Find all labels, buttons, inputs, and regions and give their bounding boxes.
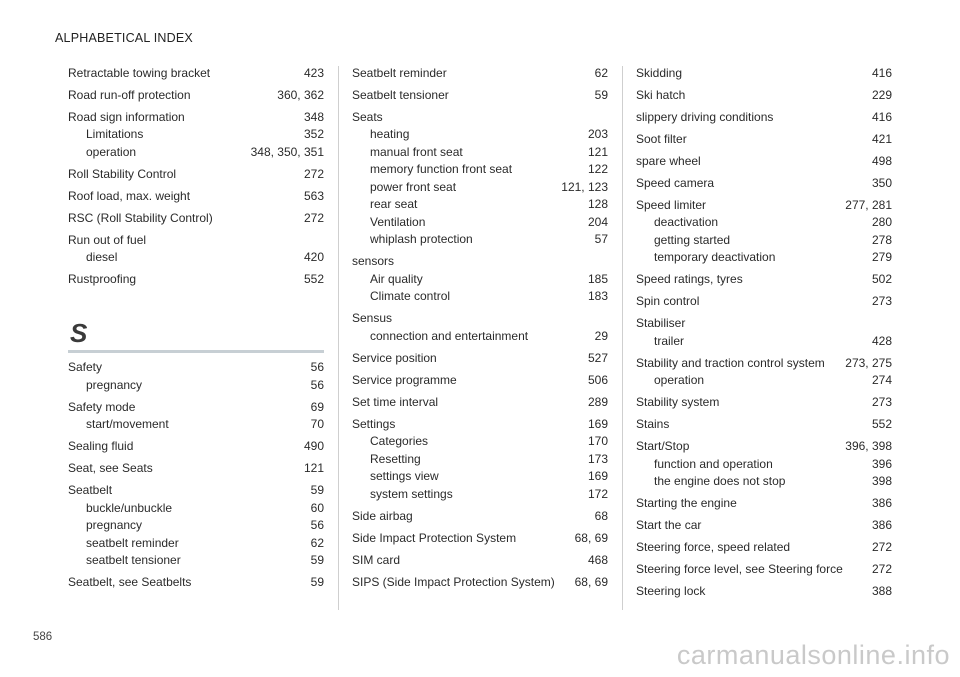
index-entry-row <box>68 60 324 82</box>
index-subentry-label: settings view <box>370 469 439 483</box>
index-subentry-row <box>68 416 324 434</box>
index-subentry-row <box>68 535 324 553</box>
index-entry-label: Stabiliser <box>636 316 686 330</box>
index-entry <box>352 82 608 104</box>
index-entry <box>352 569 608 591</box>
index-entry <box>68 355 324 395</box>
index-entry-row <box>636 535 892 557</box>
index-subentry-label: Air quality <box>370 271 423 286</box>
index-entry-row <box>352 547 608 569</box>
index-entry-label: sensors <box>352 254 395 268</box>
section-letter-s: S <box>70 317 88 348</box>
index-entry-pages: 272 <box>871 540 892 554</box>
index-entry-label: Side airbag <box>352 508 413 523</box>
index-entry <box>636 126 892 148</box>
index-entry <box>68 104 324 161</box>
index-entry-pages: 272 <box>871 562 892 576</box>
index-entry <box>636 267 892 289</box>
index-entry <box>352 547 608 569</box>
index-subentry-pages: 274 <box>871 373 892 387</box>
index-entry-label: Seatbelt tensioner <box>352 87 449 102</box>
index-entry-pages: 348 <box>303 109 324 124</box>
index-entry-pages: 68 <box>594 508 608 523</box>
index-entry <box>636 350 892 390</box>
index-entry-pages: 421 <box>871 131 892 146</box>
index-entry <box>636 390 892 412</box>
index-entry-row <box>68 82 324 104</box>
index-subentry-row <box>352 288 608 306</box>
index-subentry-row <box>636 456 892 474</box>
index-entry-pages: 273 <box>871 395 892 409</box>
index-entry <box>68 227 324 267</box>
index-entry-label: Seats <box>352 109 383 124</box>
index-subentry-label: diesel <box>86 250 118 264</box>
index-entry-pages: 272 <box>303 166 324 181</box>
index-entry-label: Run out of fuel <box>68 232 147 247</box>
index-entry-label: Stability system <box>636 395 720 409</box>
index-subentry-row <box>352 328 608 346</box>
index-entry-row <box>68 570 324 592</box>
index-subentry-pages: 185 <box>587 271 608 286</box>
index-entry-label: Steering lock <box>636 584 706 598</box>
index-subentry-pages: 59 <box>310 553 324 567</box>
index-entry-row <box>352 306 608 328</box>
index-entry-label: Stains <box>636 417 670 431</box>
index-subentry-pages: 352 <box>303 127 324 141</box>
index-subentry-pages: 428 <box>871 333 892 348</box>
index-subentry-label: pregnancy <box>86 377 143 392</box>
index-entry-pages: 121 <box>303 461 324 475</box>
index-subentry-row <box>68 377 324 395</box>
index-subentry-label: trailer <box>654 333 685 348</box>
index-column-3 <box>636 60 892 601</box>
index-entry-label: Safety mode <box>68 399 136 414</box>
index-entry-pages: 388 <box>871 584 892 598</box>
index-entry-label: Service programme <box>352 372 457 387</box>
index-entry <box>636 434 892 491</box>
index-entry-label: Steering force level, see Steering force <box>636 562 843 576</box>
index-entry-label: RSC (Roll Stability Control) <box>68 210 213 225</box>
index-subentry-label: manual front seat <box>370 144 463 159</box>
index-entry-pages: 59 <box>594 87 608 102</box>
index-column-2 <box>352 60 608 591</box>
index-entry-label: Seatbelt, see Seatbelts <box>68 575 192 589</box>
index-subentry-pages: 121, 123 <box>561 179 608 194</box>
index-entry <box>352 104 608 249</box>
index-subentry-row <box>636 214 892 232</box>
index-entry-label: Set time interval <box>352 394 439 409</box>
index-subentry-label: memory function front seat <box>370 162 513 176</box>
index-entry-row <box>352 82 608 104</box>
index-entry-pages: 350 <box>871 175 892 190</box>
watermark: carmanualsonline.info <box>676 640 950 670</box>
index-subentry-row <box>68 126 324 144</box>
index-entry-pages: 552 <box>303 272 324 286</box>
index-subentry-pages: 169 <box>587 469 608 483</box>
index-entry-pages: 490 <box>303 439 324 453</box>
index-entry-label: Starting the engine <box>636 496 737 510</box>
index-subentry-row <box>352 451 608 469</box>
index-entry-row <box>636 192 892 214</box>
index-subentry-row <box>636 333 892 351</box>
index-subentry-row <box>636 473 892 491</box>
index-entry-row <box>636 412 892 434</box>
index-entry-label: Stability and traction control system <box>636 355 825 370</box>
index-entry <box>352 345 608 367</box>
index-entry-pages: 386 <box>871 496 892 510</box>
index-subentry-label: Resetting <box>370 451 421 466</box>
index-entry <box>352 503 608 525</box>
index-subentry-label: heating <box>370 127 410 141</box>
index-entry-pages: 229 <box>871 87 892 102</box>
index-entry-pages: 498 <box>871 153 892 168</box>
index-subentry-pages: 57 <box>594 232 608 246</box>
index-subentry-row <box>352 196 608 214</box>
index-entry-row <box>636 148 892 170</box>
index-entry-row <box>68 205 324 227</box>
index-entry-pages: 289 <box>587 394 608 409</box>
index-subentry-row <box>68 144 324 162</box>
index-entries-r <box>68 60 324 289</box>
index-entry-label: SIM card <box>352 552 401 567</box>
index-subentry-pages: 29 <box>594 328 608 343</box>
section-divider <box>68 350 324 353</box>
index-entry-pages: 56 <box>310 360 324 374</box>
index-subentry-label: getting started <box>654 232 731 247</box>
index-entry-row <box>352 525 608 547</box>
index-subentry-row <box>352 231 608 249</box>
index-entry-row <box>636 60 892 82</box>
index-entry-row <box>636 311 892 333</box>
index-subentry-label: Limitations <box>86 127 144 141</box>
index-subentry-row <box>636 232 892 250</box>
index-entry-pages: 423 <box>303 65 324 80</box>
index-entry-row <box>352 345 608 367</box>
index-entry-row <box>68 434 324 456</box>
index-entry-label: Road run-off protection <box>68 87 191 102</box>
index-entry <box>68 60 324 82</box>
index-subentry-label: start/movement <box>86 417 169 431</box>
index-entry-pages: 416 <box>871 65 892 80</box>
index-subentry-row <box>352 126 608 144</box>
index-subentry-label: buckle/unbuckle <box>86 500 173 515</box>
index-entry <box>68 267 324 289</box>
index-entry-pages: 416 <box>871 109 892 124</box>
index-entry-pages: 527 <box>587 350 608 365</box>
index-subentry-row <box>352 144 608 162</box>
index-subentry-pages: 348, 350, 351 <box>250 144 324 159</box>
index-entry <box>636 311 892 351</box>
index-entry-row <box>636 267 892 289</box>
index-subentry-pages: 396 <box>871 456 892 471</box>
page-number: 586 <box>33 631 53 643</box>
index-entry-label: Retractable towing bracket <box>68 65 211 80</box>
index-entry <box>636 557 892 579</box>
index-entry <box>68 82 324 104</box>
index-entry-label: Skidding <box>636 65 683 80</box>
index-entry-pages: 277, 281 <box>845 197 892 212</box>
index-subentry-pages: 56 <box>310 518 324 532</box>
index-subentry-label: Categories <box>370 434 429 448</box>
index-subentry-row <box>352 214 608 232</box>
index-subentry-label: Ventilation <box>370 214 426 229</box>
index-subentry-row <box>352 271 608 289</box>
index-subentry-row <box>68 249 324 267</box>
index-entry-label: Seatbelt reminder <box>352 65 447 80</box>
index-entry <box>68 394 324 434</box>
index-entry <box>352 60 608 82</box>
index-entry-row <box>68 456 324 478</box>
index-subentry-pages: 279 <box>871 250 892 264</box>
index-entry-row <box>352 503 608 525</box>
index-entry-row <box>636 579 892 601</box>
index-entry-row <box>68 183 324 205</box>
index-subentry-row <box>352 161 608 179</box>
index-entry <box>68 161 324 183</box>
index-entry <box>636 148 892 170</box>
index-entry-label: Seat, see Seats <box>68 461 153 475</box>
index-subentry-pages: 62 <box>310 535 324 550</box>
index-subentry-pages: 280 <box>871 215 892 229</box>
index-entry <box>636 513 892 535</box>
index-entry-label: Start/Stop <box>636 439 690 453</box>
index-subentry-label: rear seat <box>370 197 418 211</box>
index-subentry-label: connection and entertainment <box>370 328 529 343</box>
index-subentry-row <box>352 179 608 197</box>
index-entry-label: Speed ratings, tyres <box>636 272 743 286</box>
index-entry <box>68 456 324 478</box>
index-subentry-label: power front seat <box>370 179 457 194</box>
index-entry-row <box>636 104 892 126</box>
index-entry-pages: 68, 69 <box>574 530 608 545</box>
index-entry-pages: 386 <box>871 518 892 532</box>
index-entry <box>636 491 892 513</box>
index-entry <box>636 535 892 557</box>
index-entry-row <box>636 350 892 372</box>
index-subentry-row <box>636 372 892 390</box>
index-entry-pages: 506 <box>587 372 608 387</box>
index-subentry-label: operation <box>86 144 137 159</box>
index-subentry-row <box>352 433 608 451</box>
index-entry-row <box>352 569 608 591</box>
index-subentry-row <box>352 486 608 504</box>
index-entry <box>352 411 608 503</box>
index-entry-row <box>636 491 892 513</box>
index-entry <box>68 478 324 570</box>
index-entry-label: slippery driving conditions <box>636 109 774 124</box>
index-subentry-row <box>68 500 324 518</box>
index-entry-row <box>68 394 324 416</box>
index-subentry-pages: 203 <box>587 127 608 141</box>
index-entry-pages: 273 <box>871 294 892 308</box>
index-entry-row <box>352 60 608 82</box>
index-entry <box>636 82 892 104</box>
index-entry-row <box>636 170 892 192</box>
index-entry-row <box>636 82 892 104</box>
index-entry-label: Speed limiter <box>636 197 707 212</box>
index-entry <box>68 205 324 227</box>
index-entry-label: Road sign information <box>68 109 185 124</box>
index-entry-row <box>68 227 324 249</box>
index-subentry-pages: 70 <box>310 417 324 431</box>
index-entry-row <box>352 367 608 389</box>
index-subentry-label: the engine does not stop <box>654 474 786 488</box>
index-entry <box>636 60 892 82</box>
index-entry-row <box>68 478 324 500</box>
index-entry <box>636 289 892 311</box>
index-entry-label: SIPS (Side Impact Protection System) <box>352 574 555 589</box>
index-entry-label: Soot filter <box>636 131 687 146</box>
column-divider <box>622 66 623 610</box>
index-entry-pages: 272 <box>303 210 324 225</box>
index-entry-pages: 552 <box>871 417 892 431</box>
index-entry-label: Sealing fluid <box>68 439 134 453</box>
index-entry-row <box>352 249 608 271</box>
index-subentry-label: whiplash protection <box>370 232 473 246</box>
index-entry-row <box>636 126 892 148</box>
index-entry-label: spare wheel <box>636 153 701 168</box>
index-subentry-label: deactivation <box>654 215 719 229</box>
index-entry-pages: 69 <box>310 399 324 414</box>
index-subentry-pages: 60 <box>310 500 324 515</box>
index-entry-row <box>68 267 324 289</box>
index-entry-label: Roll Stability Control <box>68 166 177 181</box>
index-entry <box>68 570 324 592</box>
index-subentry-pages: 398 <box>871 474 892 488</box>
index-entry-label: Roof load, max. weight <box>68 188 191 203</box>
index-entry-row <box>352 411 608 433</box>
index-entry <box>68 183 324 205</box>
index-entry-row <box>68 161 324 183</box>
index-entry <box>636 104 892 126</box>
index-entry-label: Steering force, speed related <box>636 540 791 554</box>
index-entry-row <box>68 355 324 377</box>
index-subentry-pages: 420 <box>303 250 324 264</box>
index-entry-pages: 468 <box>587 552 608 567</box>
index-subentry-row <box>352 468 608 486</box>
index-entry <box>352 367 608 389</box>
index-subentry-label: seatbelt tensioner <box>86 553 181 567</box>
index-entry <box>636 579 892 601</box>
index-subentry-label: seatbelt reminder <box>86 535 179 550</box>
column-divider <box>338 66 339 610</box>
index-subentry-pages: 170 <box>587 434 608 448</box>
index-entry <box>636 412 892 434</box>
index-entry-pages: 62 <box>594 65 608 80</box>
index-entry-pages: 396, 398 <box>845 439 892 453</box>
index-subentry-label: operation <box>654 373 705 387</box>
index-entry <box>68 434 324 456</box>
index-entry-row <box>636 434 892 456</box>
index-subentry-label: function and operation <box>654 456 773 471</box>
index-subentry-pages: 121 <box>587 144 608 159</box>
index-entry-label: Start the car <box>636 518 702 532</box>
index-entry-pages: 59 <box>310 575 324 589</box>
index-column-1 <box>68 60 324 592</box>
index-subentry-pages: 204 <box>587 214 608 229</box>
index-entry-pages: 273, 275 <box>845 355 892 370</box>
index-subentry-row <box>68 552 324 570</box>
index-entry-pages: 563 <box>303 188 324 203</box>
index-subentry-label: temporary deactivation <box>654 250 776 264</box>
index-entries-s <box>68 355 324 592</box>
index-entry <box>352 525 608 547</box>
index-entry-row <box>636 513 892 535</box>
index-subentry-pages: 183 <box>587 289 608 303</box>
index-subentry-pages: 172 <box>587 486 608 501</box>
index-entry-label: Safety <box>68 360 103 374</box>
index-subentry-label: system settings <box>370 486 453 501</box>
index-entry-pages: 502 <box>871 272 892 286</box>
index-entry-pages: 68, 69 <box>574 574 608 589</box>
page-header-title: ALPHABETICAL INDEX <box>55 31 193 45</box>
index-entry-label: Speed camera <box>636 175 715 190</box>
index-subentry-row <box>636 249 892 267</box>
index-subentry-pages: 56 <box>310 377 324 392</box>
index-entry <box>352 306 608 346</box>
index-entry-label: Spin control <box>636 294 700 308</box>
index-entry-label: Ski hatch <box>636 87 686 102</box>
index-entry-row <box>636 289 892 311</box>
index-entry-label: Settings <box>352 416 396 431</box>
index-entry <box>352 389 608 411</box>
index-entry-pages: 59 <box>310 483 324 497</box>
index-entry-label: Side Impact Protection System <box>352 530 517 545</box>
index-entry <box>352 249 608 306</box>
index-entry-label: Service position <box>352 350 437 365</box>
index-entry <box>636 170 892 192</box>
index-subentry-pages: 122 <box>587 162 608 176</box>
index-entry-row <box>636 390 892 412</box>
index-entry-row <box>352 104 608 126</box>
index-subentry-pages: 128 <box>587 197 608 211</box>
index-subentry-pages: 173 <box>587 451 608 466</box>
index-subentry-label: pregnancy <box>86 518 143 532</box>
index-subentry-label: Climate control <box>370 289 451 303</box>
index-entry-label: Seatbelt <box>68 483 113 497</box>
index-entry-label: Rustproofing <box>68 272 137 286</box>
index-entry-row <box>352 389 608 411</box>
index-entry <box>636 192 892 267</box>
index-entry-pages: 169 <box>587 416 608 431</box>
index-entry-row <box>68 104 324 126</box>
index-entry-label: Sensus <box>352 311 393 325</box>
index-subentry-pages: 278 <box>871 232 892 247</box>
index-subentry-row <box>68 517 324 535</box>
index-entry-row <box>636 557 892 579</box>
index-entry-pages: 360, 362 <box>277 87 324 102</box>
